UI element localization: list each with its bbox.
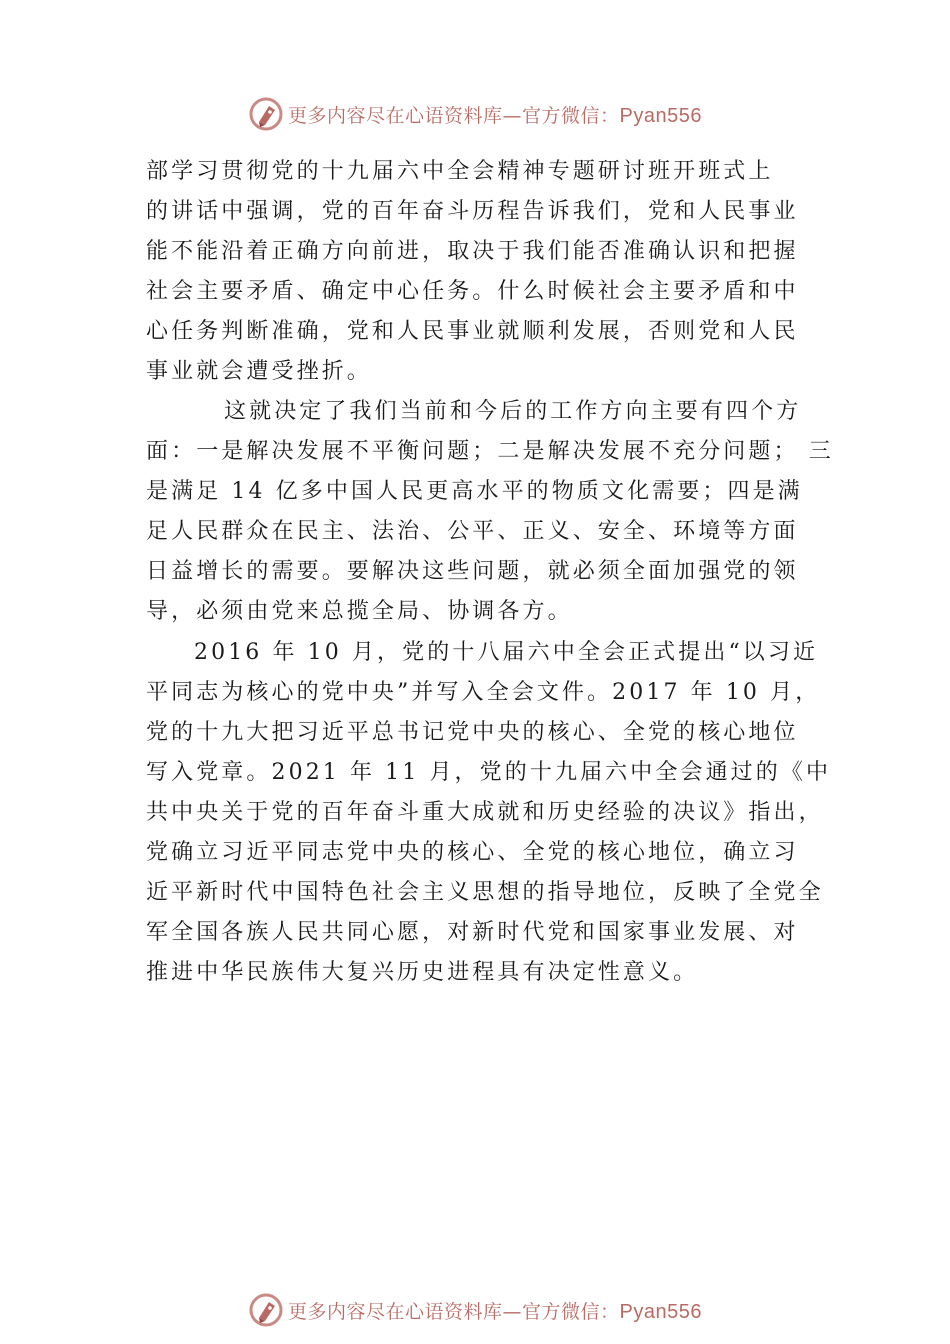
watermark-text: 更多内容尽在心语资料库—官方微信：Pyan556 (288, 104, 702, 127)
text-line: 能不能沿着正确方向前进，取决于我们能否准确认识和把握 (146, 239, 799, 264)
pen-nib-logo-icon (248, 96, 284, 132)
footer-watermark (0, 1290, 950, 1330)
text-line: 事业就会遭受挫折。 (146, 359, 372, 384)
text-line: 近平新时代中国特色社会主义思想的指导地位，反映了全党全 (146, 880, 824, 905)
text-line: 心任务判断准确，党和人民事业就顺利发展，否则党和人民 (146, 319, 799, 344)
text-line: 导，必须由党来总揽全局、协调各方。 (146, 599, 573, 624)
paragraph-2 (146, 392, 834, 632)
text-line: 是满足 14 亿多中国人民更高水平的物质文化需要；四是满 (146, 479, 803, 504)
text-line: 写入党章。2021 年 11 月，党的十九届六中全会通过的《中 (146, 760, 832, 785)
text-line: 社会主要矛盾、确定中心任务。什么时候社会主要矛盾和中 (146, 279, 799, 304)
header-watermark (0, 94, 950, 134)
pen-nib-logo-icon (248, 1292, 284, 1328)
text-line: 2016 年 10 月，党的十八届六中全会正式提出“以习近 (194, 640, 819, 665)
text-line: 的讲话中强调，党的百年奋斗历程告诉我们，党和人民事业 (146, 199, 799, 224)
paragraph-1 (146, 152, 828, 392)
text-line: 共中央关于党的百年奋斗重大成就和历史经验的决议》指出， (146, 800, 824, 825)
watermark-text: 更多内容尽在心语资料库—官方微信：Pyan556 (288, 1300, 702, 1323)
text-line: 平同志为核心的党中央”并写入全会文件。2017 年 10 月， (146, 680, 821, 705)
text-line: 日益增长的需要。要解决这些问题，就必须全面加强党的领 (146, 559, 799, 584)
text-line: 军全国各族人民共同心愿，对新时代党和国家事业发展、对 (146, 920, 799, 945)
document-body (146, 152, 834, 993)
text-line: 党确立习近平同志党中央的核心、全党的核心地位，确立习 (146, 840, 799, 865)
paragraph-3 (146, 633, 832, 993)
text-line: 这就决定了我们当前和今后的工作方向主要有四个方 (224, 399, 802, 424)
text-line: 党的十九大把习近平总书记党中央的核心、全党的核心地位 (146, 720, 799, 745)
text-line: 推进中华民族伟大复兴历史进程具有决定性意义。 (146, 960, 699, 985)
text-line: 面：一是解决发展不平衡问题；二是解决发展不充分问题； 三 (146, 439, 834, 464)
text-line: 部学习贯彻党的十九届六中全会精神专题研讨班开班式上 (146, 159, 774, 184)
text-line: 足人民群众在民主、法治、公平、正义、安全、环境等方面 (146, 519, 799, 544)
